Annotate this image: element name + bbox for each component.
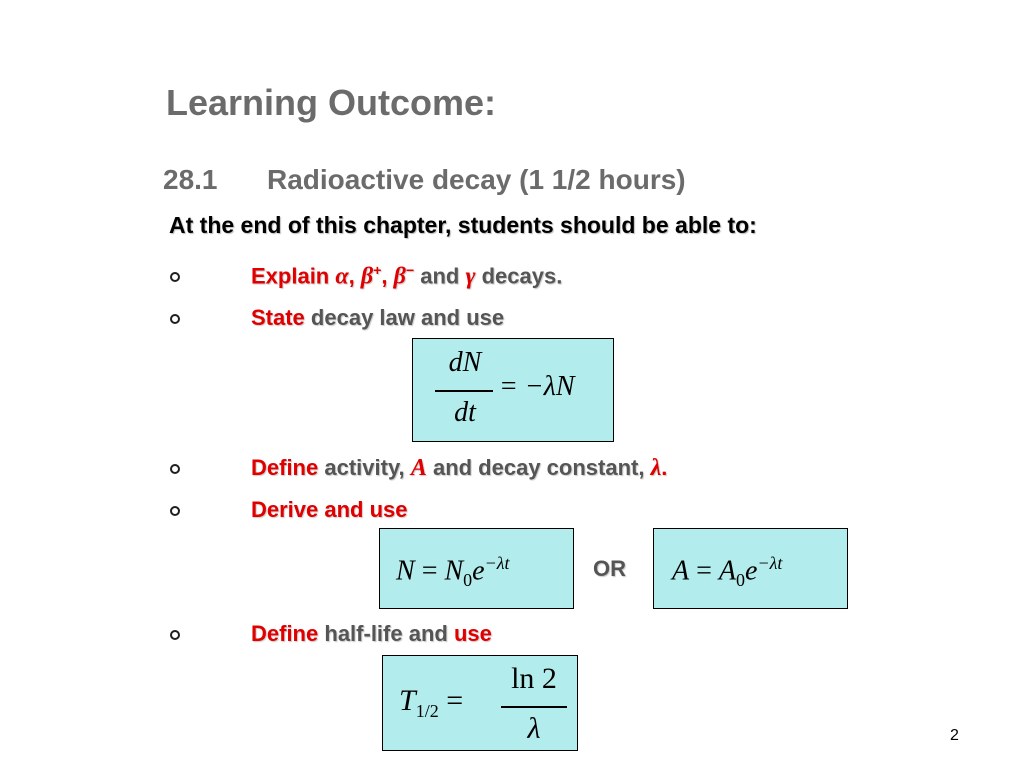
formula-rhs: = −λN: [499, 371, 575, 402]
decay-law-formula: [412, 338, 614, 442]
and-text: and: [420, 263, 460, 289]
bullet-derive: [251, 497, 408, 523]
half-life-formula: [382, 655, 578, 751]
lambda-symbol: λ: [650, 455, 662, 481]
fraction-numerator: ln 2: [511, 662, 557, 695]
fraction-denominator: λ: [527, 712, 541, 745]
equals-sign: =: [421, 555, 438, 587]
half-life-subscript: 1/2: [415, 701, 439, 721]
plus-superscript: +: [373, 262, 382, 278]
bullet-rest: decays.: [481, 263, 563, 289]
n-lhs: N: [396, 555, 415, 587]
bullet-verb-use: use: [453, 621, 492, 646]
bullet-marker: [170, 464, 180, 474]
fraction-numerator: dN: [448, 347, 482, 378]
slide-title: Learning Outcome:: [166, 82, 497, 123]
intro-text: At the end of this chapter, students should be able to:: [169, 212, 757, 238]
section-heading: [163, 164, 686, 196]
bullet-text: half-life and: [324, 621, 448, 646]
bullet-marker: [170, 314, 180, 324]
bullet-text: and decay constant,: [432, 455, 645, 480]
bullet-marker: [170, 506, 180, 516]
bullet-verb: Define: [251, 455, 319, 480]
bullet-verb: Derive and use: [251, 497, 408, 522]
bullet-text: activity,: [324, 455, 405, 480]
exponent: −λt: [757, 553, 783, 573]
bullet-explain: [251, 262, 562, 290]
n-base: N: [444, 555, 464, 587]
period: .: [661, 455, 668, 480]
beta-symbol: β: [360, 263, 374, 290]
alpha-symbol: α: [335, 263, 349, 290]
bullet-verb: Define: [251, 621, 319, 646]
page-number: 2: [950, 727, 959, 744]
comma: ,: [381, 263, 388, 289]
n-subscript: 0: [463, 569, 473, 590]
fraction-denominator: dt: [454, 397, 476, 428]
minus-superscript: −: [405, 262, 415, 278]
bullet-marker: [170, 630, 180, 640]
euler-e: e: [745, 555, 758, 587]
fraction-bar: [501, 706, 567, 708]
bullet-marker: [170, 272, 180, 282]
section-number: 28.1: [163, 164, 218, 195]
fraction-bar: [435, 390, 493, 392]
a-base: A: [718, 555, 737, 587]
euler-e: e: [472, 555, 485, 587]
or-label: OR: [593, 556, 626, 581]
a-lhs: A: [672, 555, 690, 587]
gamma-symbol: γ: [465, 263, 476, 290]
bullet-verb: State: [251, 305, 305, 330]
bullet-rest: decay law and use: [310, 305, 505, 330]
comma: ,: [348, 263, 355, 289]
bullet-define-activity: [251, 455, 667, 482]
bullet-state: [251, 305, 504, 331]
bullet-define-half-life: [251, 621, 492, 647]
activity-symbol: A: [410, 455, 427, 481]
beta-minus-symbol: β: [393, 263, 406, 290]
equals-sign: =: [446, 684, 464, 717]
bullet-verb: Explain: [251, 263, 330, 289]
section-title: Radioactive decay (1 1/2 hours): [267, 164, 686, 195]
n-decay-formula: [379, 528, 574, 609]
equals-sign: =: [696, 555, 712, 587]
a-subscript: 0: [736, 569, 746, 590]
half-life-T: T: [399, 684, 416, 717]
exponent: −λt: [484, 553, 510, 573]
a-decay-formula: [653, 528, 848, 609]
